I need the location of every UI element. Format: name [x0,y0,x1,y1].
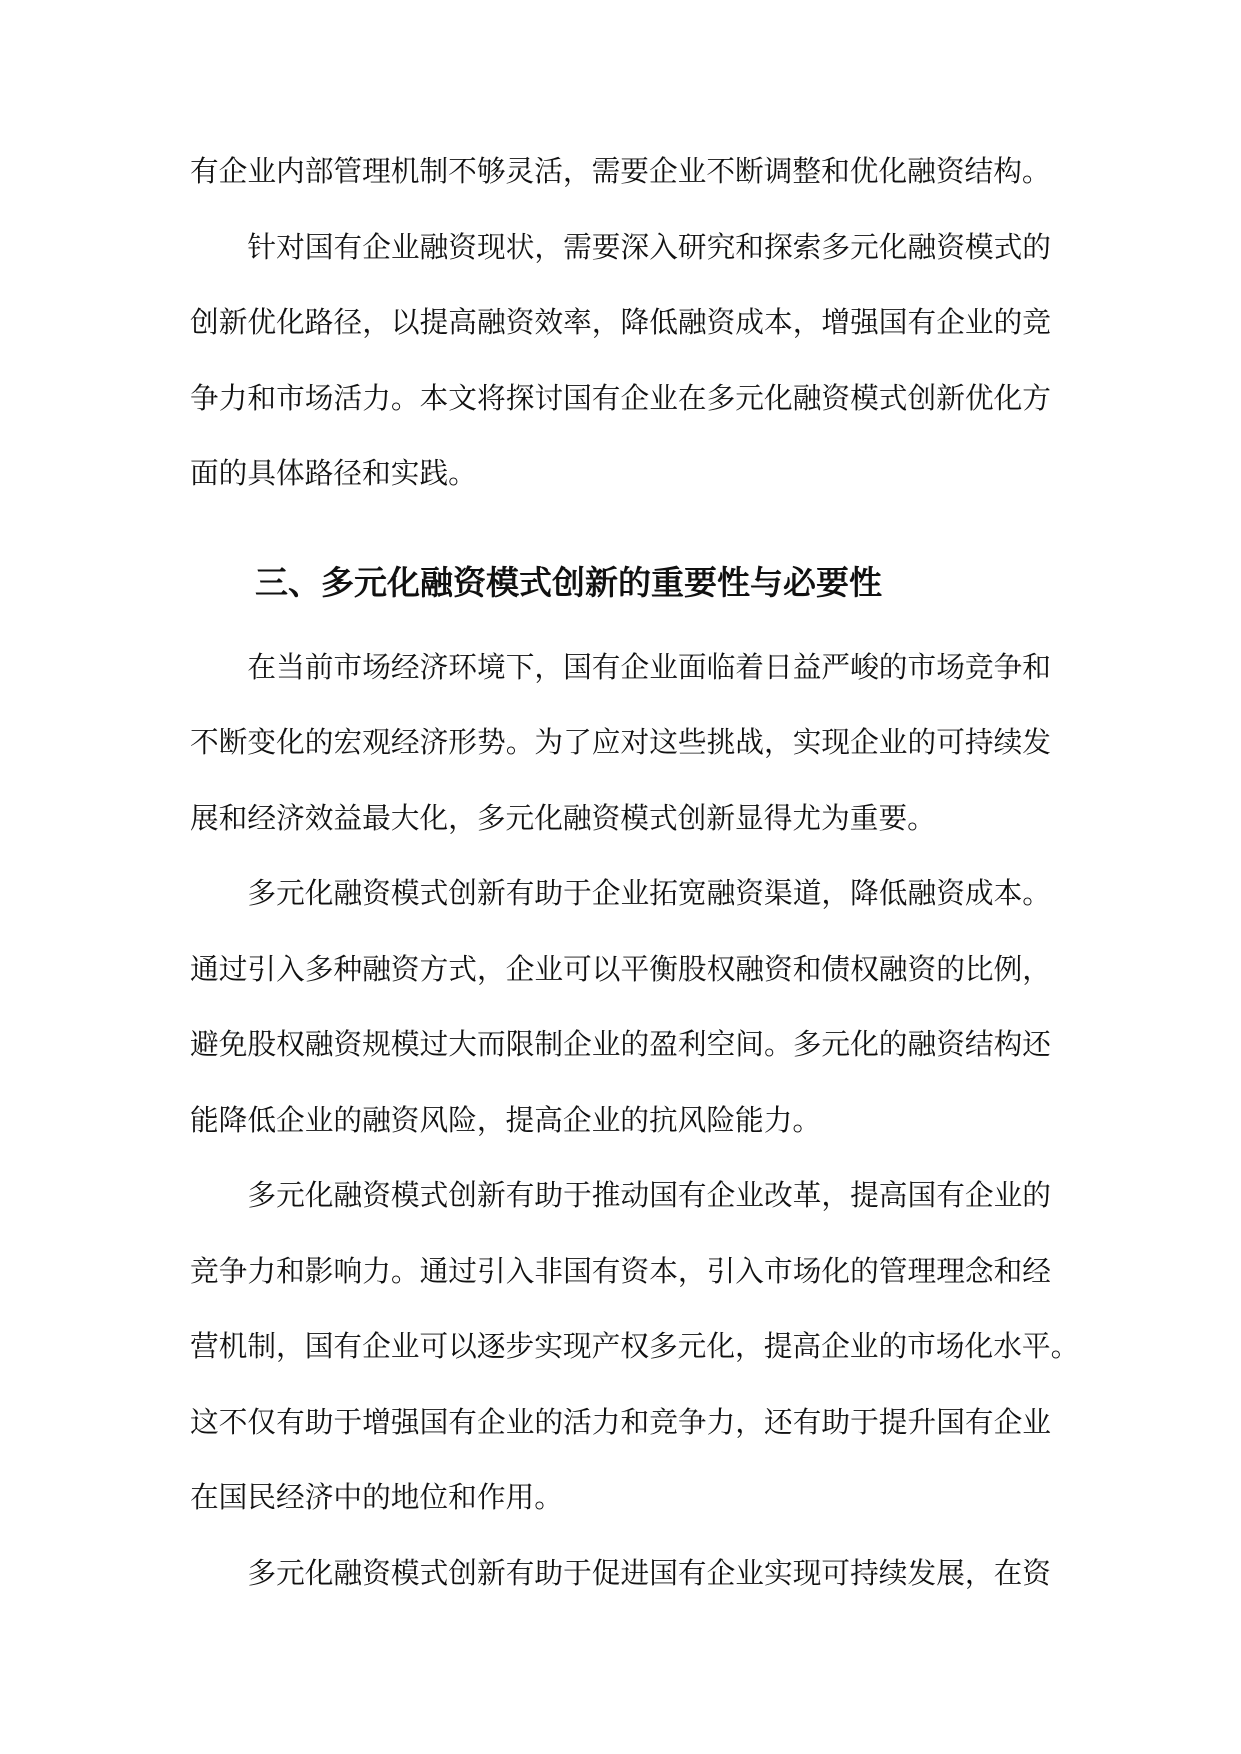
body-line: 创新优化路径，以提高融资效率，降低融资成本，增强国有企业的竞 [190,305,1051,339]
body-line: 避免股权融资规模过大而限制企业的盈利空间。多元化的融资结构还 [190,1027,1051,1061]
paragraph [190,856,1051,1158]
body-line: 争力和市场活力。本文将探讨国有企业在多元化融资模式创新优化方 [190,380,1051,415]
paragraph [190,630,1051,857]
body-line: 不断变化的宏观经济形势。为了应对这些挑战，实现企业的可持续发 [190,725,1051,759]
body-line: 能降低企业的融资风险，提高企业的抗风险能力。 [190,1102,822,1137]
body-line: 多元化融资模式创新有助于推动国有企业改革，提高国有企业的 [247,1178,1051,1212]
body-line: 在国民经济中的地位和作用。 [190,1480,563,1514]
paragraph-intro [190,210,1051,512]
body-line: 竞争力和影响力。通过引入非国有资本，引入市场化的管理理念和经 [190,1253,1051,1288]
body-line: 有企业内部管理机制不够灵活，需要企业不断调整和优化融资结构。 [190,154,1051,188]
body-line: 这不仅有助于增强国有企业的活力和竞争力，还有助于提升国有企业 [190,1404,1051,1439]
section-heading: 三、多元化融资模式创新的重要性与必要性 [255,562,882,602]
body-line: 通过引入多种融资方式，企业可以平衡股权融资和债权融资的比例， [190,951,1051,986]
body-line: 面的具体路径和实践。 [190,456,477,490]
body-line: 展和经济效益最大化，多元化融资模式创新显得尤为重要。 [190,800,936,835]
paragraph [190,1536,1051,1612]
body-line: 多元化融资模式创新有助于企业拓宽融资渠道，降低融资成本。 [247,876,1051,910]
body-line: 多元化融资模式创新有助于促进国有企业实现可持续发展，在资 [247,1555,1051,1590]
body-line: 针对国有企业融资现状，需要深入研究和探索多元化融资模式的 [247,229,1051,264]
paragraph-continued [190,134,1051,210]
body-line: 在当前市场经济环境下，国有企业面临着日益严峻的市场竞争和 [247,649,1051,684]
paragraph [190,1158,1080,1536]
body-line: 营机制，国有企业可以逐步实现产权多元化，提高企业的市场化水平。 [190,1329,1080,1363]
document-body [190,134,1080,1611]
